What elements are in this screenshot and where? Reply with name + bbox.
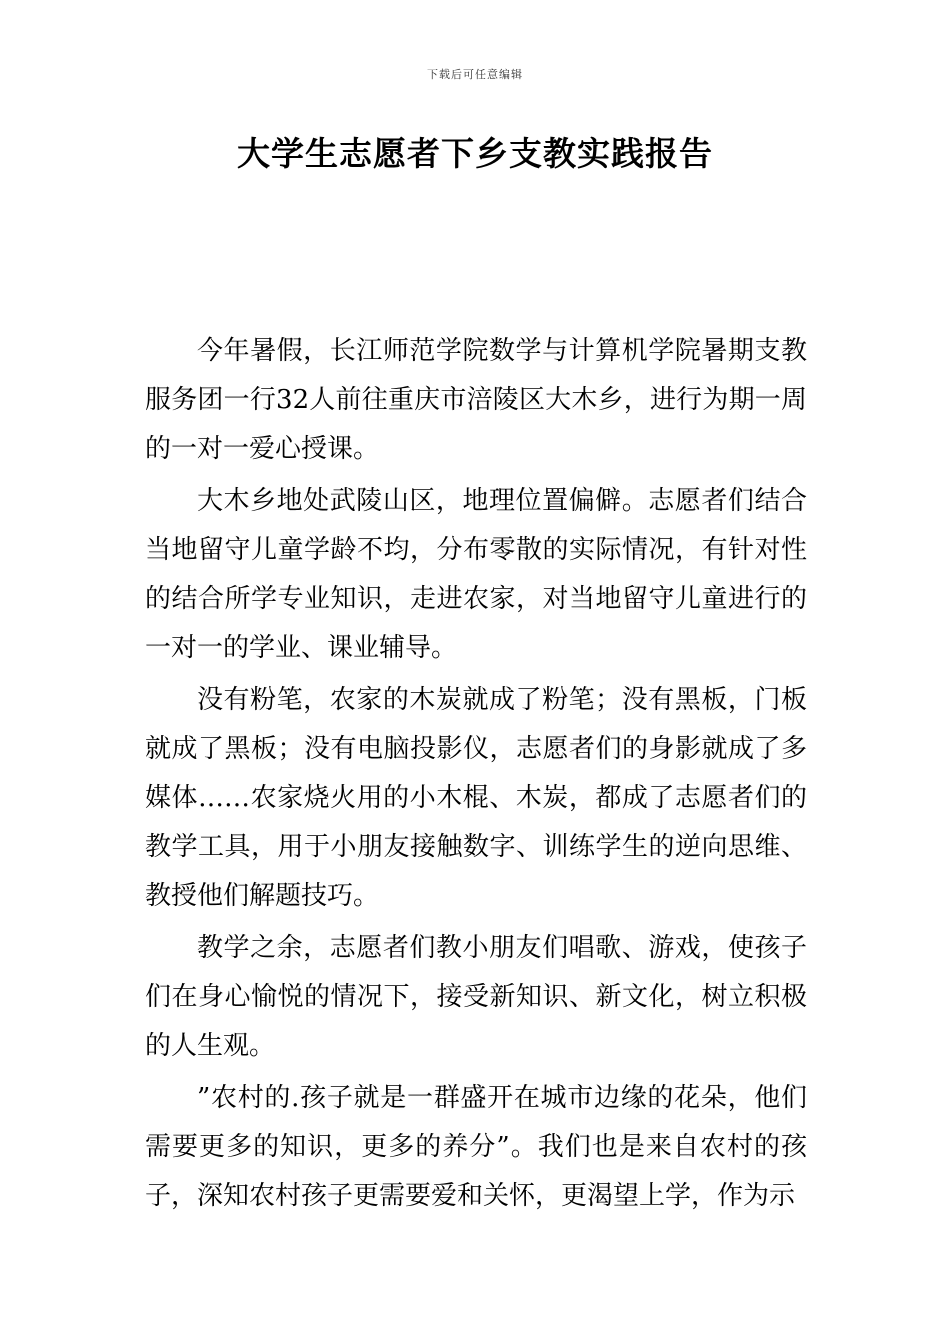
header-note: 下载后可任意编辑 (427, 68, 523, 81)
paragraph: 教学之余，志愿者们教小朋友们唱歌、游戏，使孩子们在身心愉悦的情况下，接受新知识、新文化，树立积极的人生观。 (145, 933, 807, 1061)
paragraph: 没有粉笔，农家的木炭就成了粉笔；没有黑板，门板就成了黑板；没有电脑投影仪，志愿者们的身影就成了多媒体……农家烧火用的小木棍、木炭，都成了志愿者们的教学工具，用于小朋友接触数字、训练学生的逆向思维、教授他们解题技巧。 (145, 685, 807, 911)
paragraph: 大木乡地处武陵山区，地理位置偏僻。志愿者们结合当地留守儿童学龄不均，分布零散的实际情况，有针对性的结合所学专业知识，走进农家，对当地留守儿童进行的一对一的学业、课业辅导。 (145, 486, 807, 663)
paragraph: ”农村的.孩子就是一群盛开在城市边缘的花朵，他们需要更多的知识，更多的养分”。我们也是来自农村的孩子，深知农村孩子更需要爱和关怀，更渴望上学，作为示 (145, 1083, 807, 1211)
document-body (145, 327, 807, 1224)
paragraph: 今年暑假，长江师范学院数学与计算机学院暑期支教服务团一行32人前往重庆市涪陵区大木乡，进行为期一周的一对一爱心授课。 (145, 336, 807, 464)
document-title: 大学生志愿者下乡支教实践报告 (237, 134, 713, 173)
